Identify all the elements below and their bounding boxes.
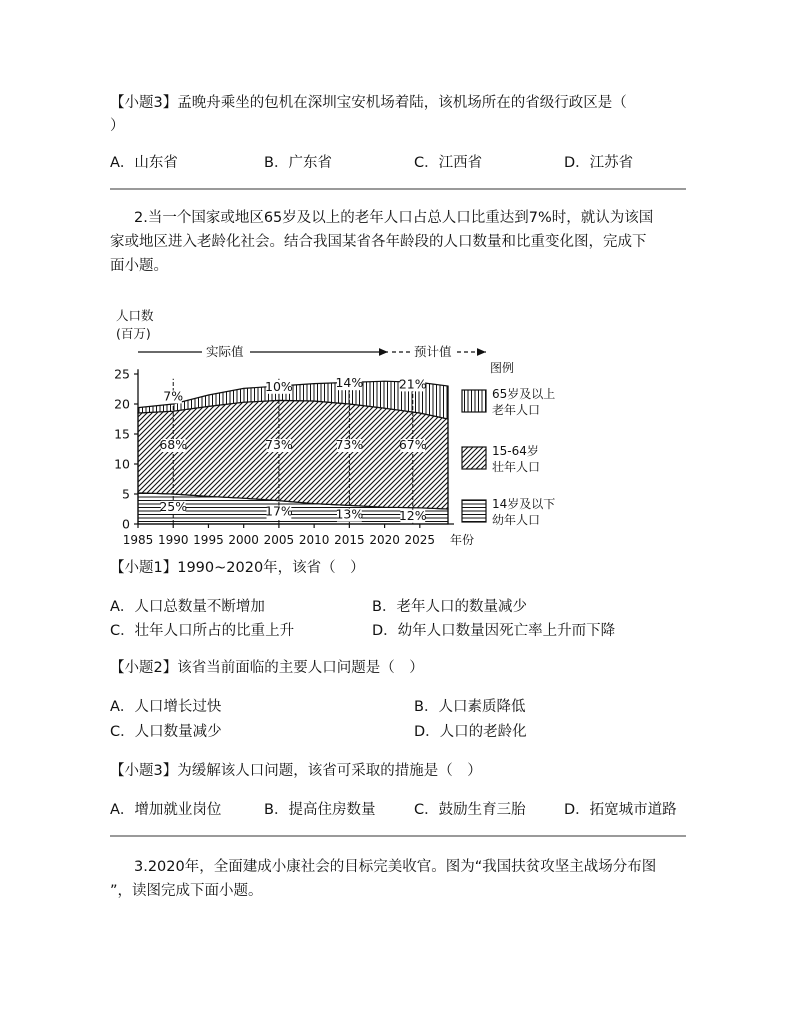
q2-sub2-option-a[interactable]: A．人口增长过快 <box>110 699 222 715</box>
legend-label-line1: 14岁及以下 <box>492 497 556 511</box>
q2-sub2-option-b[interactable]: B．人口素质降低 <box>414 699 526 715</box>
q1-sub3-option-b[interactable]: B．广东省 <box>264 155 332 171</box>
population-chart <box>110 300 570 552</box>
q1-sub3-stem-cont: ） <box>110 118 125 134</box>
legend-label-line2: 幼年人口 <box>492 513 541 527</box>
x-tick-label: 2020 <box>369 533 400 547</box>
q2-sub3-option-b[interactable]: B．提高住房数量 <box>264 802 376 818</box>
q1-sub3-option-c[interactable]: C．江西省 <box>414 155 483 171</box>
q2-sub2-option-d[interactable]: D．人口的老龄化 <box>414 724 527 740</box>
q1-sub3-stem: 【小题3】孟晚舟乘坐的包机在深圳宝安机场着陆，该机场所在的省级行政区是（ <box>110 95 627 111</box>
q1-sub3-option-a[interactable]: A．山东省 <box>110 155 178 171</box>
q3-intro-line2: ”，读图完成下面小题。 <box>110 883 263 899</box>
percent-label-working: 73% <box>335 437 364 452</box>
percent-label-old: 7% <box>163 388 184 404</box>
q2-sub1-option-a[interactable]: A．人口总数量不断增加 <box>110 599 265 615</box>
percent-label-working: 67% <box>398 437 427 452</box>
q2-sub2-stem: 【小题2】该省当前面临的主要人口问题是（ ） <box>110 660 424 676</box>
q1-sub3-option-d[interactable]: D．江苏省 <box>564 155 634 171</box>
y-tick-label: 5 <box>122 486 130 502</box>
legend-label-line2: 壮年人口 <box>492 460 541 474</box>
x-tick-label: 2000 <box>228 533 259 547</box>
y-tick-label: 25 <box>114 366 130 382</box>
q2-sub1-option-b[interactable]: B．老年人口的数量减少 <box>372 599 527 615</box>
q2-sub1-option-c[interactable]: C．壮年人口所占的比重上升 <box>110 623 295 639</box>
q2-intro-line3: 面小题。 <box>110 258 168 274</box>
legend-label-line1: 65岁及以上 <box>492 387 556 401</box>
q2-intro-line1: 2.当一个国家或地区65岁及以上的老年人口占总人口比重达到7%时，就认为该国 <box>134 210 654 226</box>
legend-label-line1: 15-64岁 <box>492 444 539 458</box>
area-diagonal <box>138 400 448 509</box>
x-tick-label: 1995 <box>193 533 224 547</box>
percent-label-old: 10% <box>265 378 293 394</box>
q3-intro-line1: 3.2020年，全面建成小康社会的目标完美收官。图为“我国扶贫攻坚主战场分布图 <box>134 859 657 875</box>
percent-label-working: 68% <box>159 437 188 452</box>
y-tick-label: 0 <box>122 516 130 532</box>
legend-swatch-vertical <box>462 390 486 412</box>
q2-sub3-stem: 【小题3】为缓解该人口问题，该省可采取的措施是（ ） <box>110 763 482 779</box>
q2-intro-line2: 家或地区进入老龄化社会。结合我国某省各年龄段的人口数量和比重变化图，完成下 <box>110 234 647 250</box>
x-tick-label: 1990 <box>157 533 189 547</box>
chart-legend <box>462 360 555 527</box>
y-axis-label-line1: 人口数 <box>116 308 154 323</box>
section-divider-2 <box>110 835 686 837</box>
forecast-value-label: 预计值 <box>414 344 452 359</box>
x-tick-label: 1985 <box>122 533 154 547</box>
percent-label-young: 25% <box>159 498 188 514</box>
x-axis-label: 年份 <box>450 533 475 547</box>
q2-sub1-option-d[interactable]: D．幼年人口数量因死亡率上升而下降 <box>372 623 616 639</box>
percent-label-working: 73% <box>265 437 293 452</box>
q2-sub3-option-a[interactable]: A．增加就业岗位 <box>110 802 222 818</box>
q2-sub3-option-d[interactable]: D．拓宽城市道路 <box>564 802 677 818</box>
q2-sub1-stem: 【小题1】1990~2020年，该省（ ） <box>110 560 365 576</box>
section-divider <box>110 188 686 190</box>
q2-sub2-option-c[interactable]: C．人口数量减少 <box>110 724 222 740</box>
y-tick-label: 15 <box>114 426 130 442</box>
percent-label-old: 14% <box>335 375 364 391</box>
q2-sub3-option-c[interactable]: C．鼓励生育三胎 <box>414 802 526 818</box>
percent-label-young: 12% <box>398 507 427 523</box>
y-tick-label: 10 <box>114 456 130 472</box>
x-tick-label: 2005 <box>263 533 295 547</box>
percent-label-young: 13% <box>335 506 364 522</box>
legend-swatch-horizontal <box>462 500 486 522</box>
percent-label-old: 21% <box>398 376 427 392</box>
y-axis-label-line2: (百万) <box>116 326 151 341</box>
y-tick-label: 20 <box>114 396 130 412</box>
legend-swatch-diagonal <box>462 447 486 469</box>
legend-title: 图例 <box>490 361 515 375</box>
x-tick-label: 2015 <box>334 533 365 547</box>
x-tick-label: 2010 <box>298 533 330 547</box>
actual-value-label: 实际值 <box>206 344 244 359</box>
percent-label-young: 17% <box>265 503 293 519</box>
x-tick-label: 2025 <box>404 533 436 547</box>
legend-label-line2: 老年人口 <box>492 403 541 417</box>
